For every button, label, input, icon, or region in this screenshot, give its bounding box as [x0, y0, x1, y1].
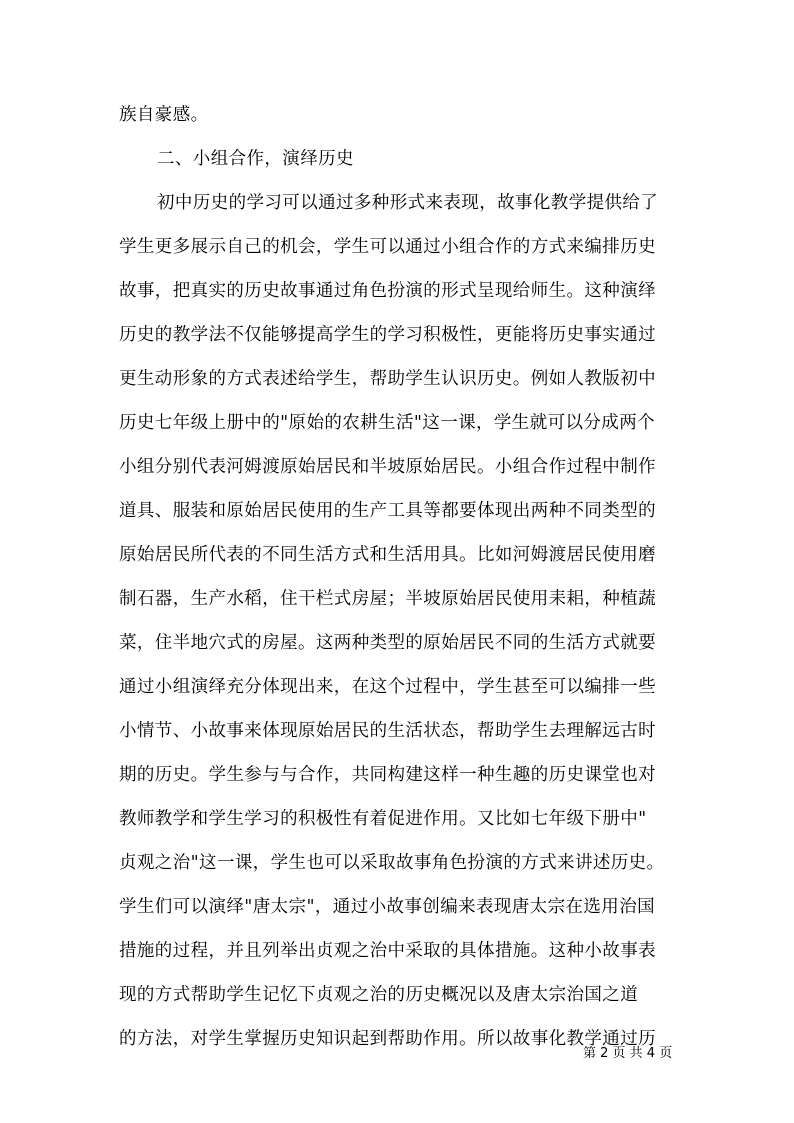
text-line-1: 族自豪感。 [119, 105, 209, 125]
section-heading: 二、小组合作，演绎历史 [157, 149, 354, 169]
text-line-14: 通过小组演绎充分体现出来，在这个过程中，学生甚至可以编排一些 [119, 677, 656, 697]
text-line-19: 学生们可以演绎"唐太宗"，通过小故事创编来表现唐太宗在选用治国 [119, 897, 655, 917]
text-line-18: 贞观之治"这一课，学生也可以采取故事角色扮演的方式来讲述历史。 [119, 853, 665, 873]
text-line-6: 历史的教学法不仅能够提高学生的学习积极性，更能将历史事实通过 [119, 325, 656, 345]
text-line-17: 教师教学和学生学习的积极性有着促进作用。又比如七年级下册中" [119, 809, 647, 829]
text-line-12: 制石器，生产水稻，住干栏式房屋；半坡原始居民使用耒耜，种植蔬 [119, 589, 656, 609]
text-line-20: 措施的过程，并且列举出贞观之治中采取的具体措施。这种小故事表 [119, 941, 656, 961]
text-line-3: 初中历史的学习可以通过多种形式来表现，故事化教学提供给了 [157, 193, 659, 213]
text-line-9: 小组分别代表河姆渡原始居民和半坡原始居民。小组合作过程中制作 [119, 457, 656, 477]
text-line-13: 菜，住半地穴式的房屋。这两种类型的原始居民不同的生活方式就要 [119, 633, 656, 653]
text-line-4: 学生更多展示自己的机会，学生可以通过小组合作的方式来编排历史 [119, 237, 656, 257]
text-line-16: 期的历史。学生参与与合作，共同构建这样一种生趣的历史课堂也对 [119, 765, 656, 785]
text-line-10: 道具、服装和原始居民使用的生产工具等都要体现出两种不同类型的 [119, 501, 656, 521]
text-line-15: 小情节、小故事来体现原始居民的生活状态，帮助学生去理解远古时 [119, 721, 656, 741]
text-line-11: 原始居民所代表的不同生活方式和生活用具。比如河姆渡居民使用磨 [119, 545, 656, 565]
page-number: 第 2 页 共 4 页 [583, 1046, 673, 1061]
text-line-7: 更生动形象的方式表述给学生，帮助学生认识历史。例如人教版初中 [119, 369, 656, 389]
text-line-21: 现的方式帮助学生记忆下贞观之治的历史概况以及唐太宗治国之道 [119, 985, 639, 1005]
text-line-22: 的方法，对学生掌握历史知识起到帮助作用。所以故事化教学通过历 [119, 1029, 656, 1049]
text-line-5: 故事，把真实的历史故事通过角色扮演的形式呈现给师生。这种演绎 [119, 281, 656, 301]
text-line-8: 历史七年级上册中的"原始的农耕生活"这一课，学生就可以分成两个 [119, 413, 655, 433]
